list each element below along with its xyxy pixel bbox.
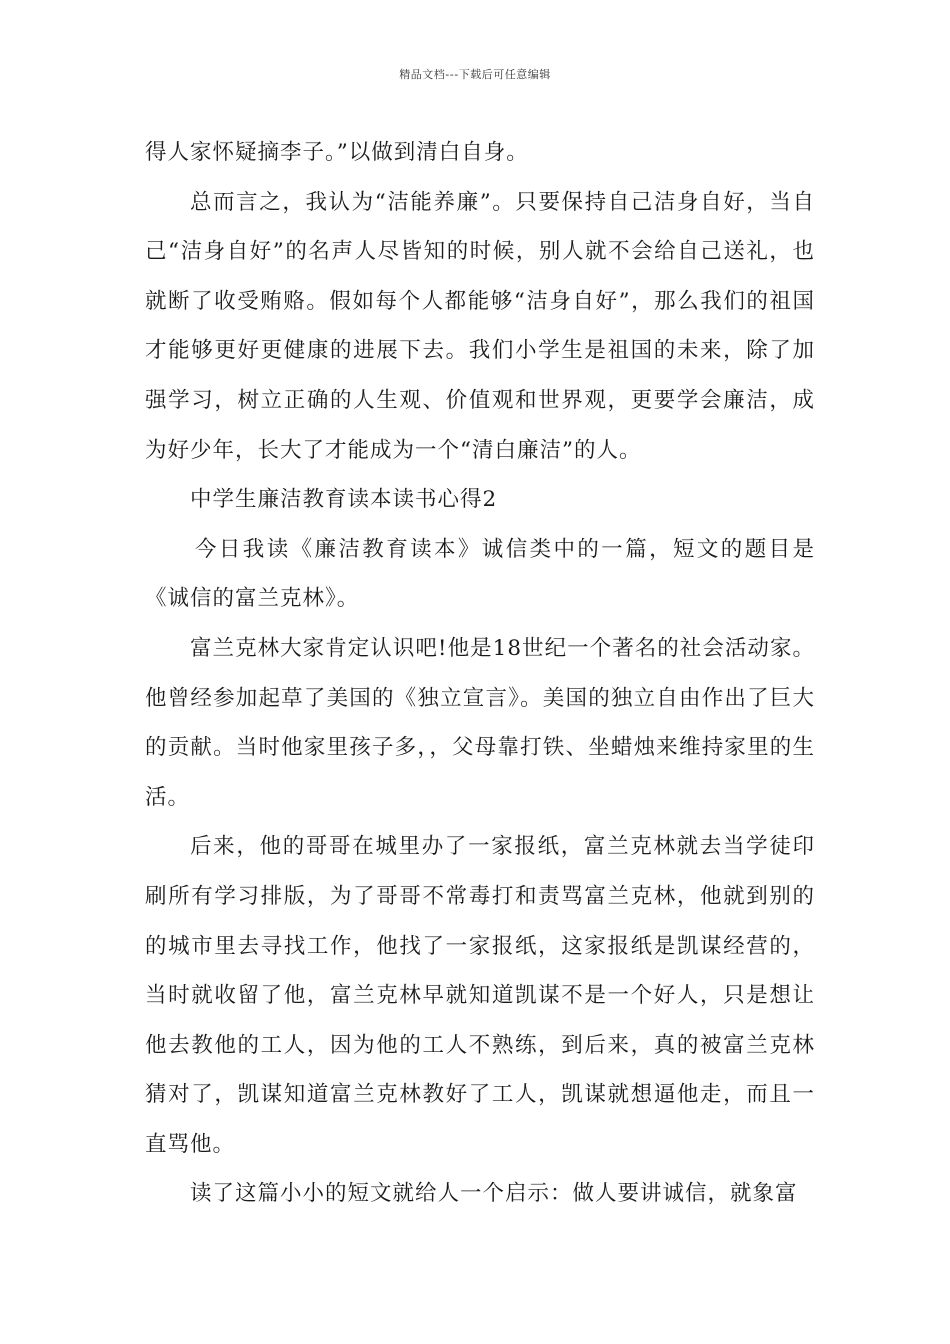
document-body	[145, 128, 815, 1219]
paragraph-intro: 今日我读《廉洁教育读本》诚信类中的一篇，短文的题目是《诚信的富兰克林》。	[145, 536, 815, 612]
page-header: 精品文档---下载后可任意编辑	[399, 68, 551, 81]
paragraph-franklin-bio: 富兰克林大家肯定认识吧!他是18世纪一个著名的社会活动家。他曾经参加起草了美国的《独立宣言》。美国的独立自由作出了巨大的贡献。当时他家里孩子多，，父母靠打铁、坐蜡烛来维持家里的生活。	[145, 635, 815, 810]
section-heading: 中学生廉洁教育读本读书心得2	[190, 487, 498, 513]
paragraph-conclusion: 总而言之，我认为“洁能养廉”。只要保持自己洁身自好，当自己“洁身自好”的名声人尽皆知的时候，别人就不会给自己送礼，也就断了收受贿赂。假如每个人都能够“洁身自好”，那么我们的祖国才能够更好更健康的进展下去。我们小学生是祖国的未来，除了加强学习，树立正确的人生观、价值观和世界观，更要学会廉洁，成为好少年，长大了才能成为一个“清白廉洁”的人。	[145, 189, 815, 463]
paragraph-franklin-story: 后来，他的哥哥在城里办了一家报纸，富兰克林就去当学徒印刷所有学习排版，为了哥哥不常毒打和责骂富兰克林，他就到别的的城市里去寻找工作，他找了一家报纸，这家报纸是凯谋经营的，当时就收留了他，富兰克林早就知道凯谋不是一个好人，只是想让他去教他的工人，因为他的工人不熟练，到后来，真的被富兰克林猜对了，凯谋知道富兰克林教好了工人，凯谋就想逼他走，而且一直骂他。	[145, 834, 815, 1157]
paragraph-lesson: 读了这篇小小的短文就给人一个启示：做人要讲诚信，就象富	[190, 1181, 798, 1207]
paragraph-continuation: 得人家怀疑摘李子。”以做到清白自身。	[145, 140, 529, 165]
